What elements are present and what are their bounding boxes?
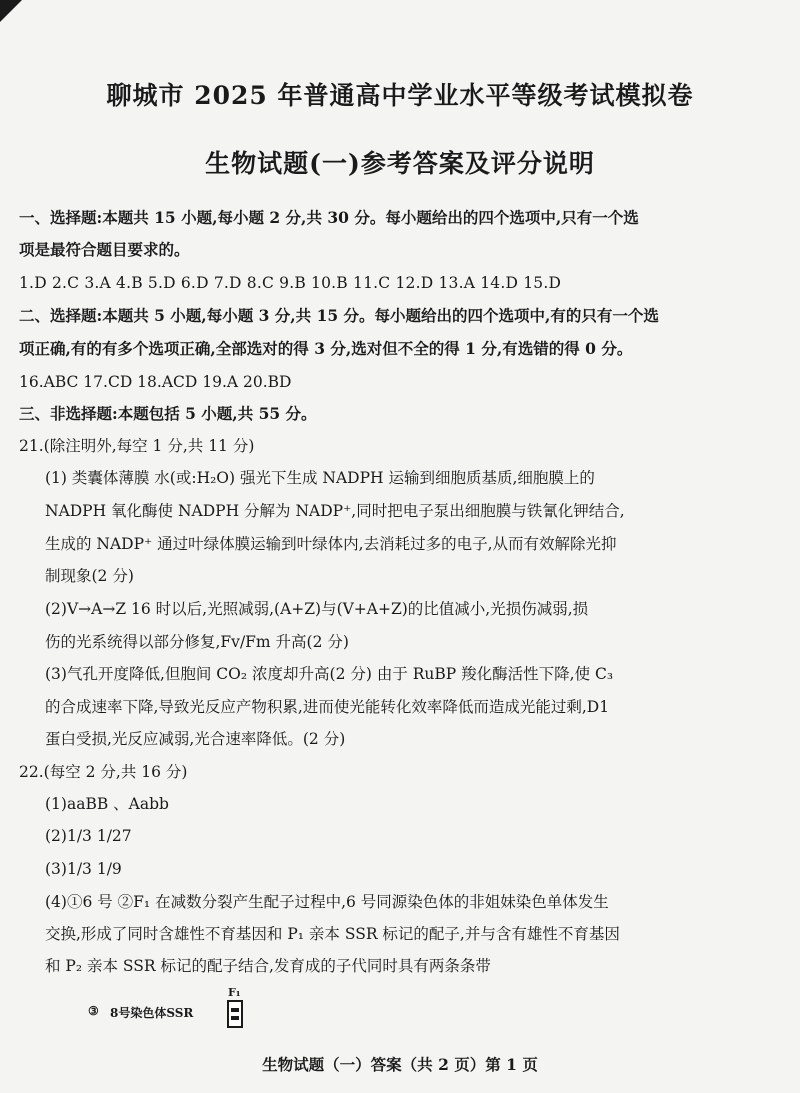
q22-line: 和 P₂ 亲本 SSR 标记的配子结合,发育成的子代同时具有两条条带 [45, 957, 491, 975]
section-1-heading-cont: 项是最符合题目要求的。 [19, 240, 190, 259]
q22-line: (2)1/3 1/27 [45, 827, 132, 845]
q21-line: NADPH 氧化酶使 NADPH 分解为 NADP⁺,同时把电子泵出细胞膜与铁氰化钾结合, [45, 502, 625, 520]
q22-line: 交换,形成了同时含雄性不育基因和 P₁ 亲本 SSR 标记的配子,并与含有雄性不育基因 [45, 925, 620, 943]
gel-band [231, 1016, 239, 1020]
multi-answers: 16.ABC 17.CD 18.ACD 19.A 20.BD [19, 373, 292, 391]
q21-heading: 21.(除注明外,每空 1 分,共 11 分) [19, 437, 255, 455]
q22-line: (3)1/3 1/9 [45, 860, 122, 878]
q22-line: (1)aaBB 、Aabb [45, 795, 169, 813]
mc-answers: 1.D 2.C 3.A 4.B 5.D 6.D 7.D 8.C 9.B 10.B 11.C 12.D 13.A 14.D 15.D [19, 274, 562, 292]
ssr-gel-figure [88, 986, 288, 1036]
q21-line: 的合成速率下降,导致光反应产物积累,进而使光能转化效率降低而造成光能过剩,D1 [45, 698, 610, 716]
q21-line: 蛋白受损,光反应减弱,光合速率降低。(2 分) [45, 730, 346, 748]
q21-line: (1) 类囊体薄膜 水(或:H₂O) 强光下生成 NADPH 运输到细胞质基质,细胞膜上的 [45, 469, 595, 487]
figure-label: 8号染色体SSR [110, 1006, 194, 1020]
section-2-heading-cont: 项正确,有的有多个选项正确,全部选对的得 3 分,选对但不全的得 1 分,有选错的得 0 分。 [19, 339, 633, 358]
section-3-heading: 三、非选择题:本题包括 5 小题,共 55 分。 [19, 404, 317, 423]
gel-column-label: F₁ [228, 986, 241, 999]
q21-line: 制现象(2 分) [45, 567, 134, 585]
q21-line: (3)气孔开度降低,但胞间 CO₂ 浓度却升高(2 分) 由于 RuBP 羧化酶活性下降,使 C₃ [45, 665, 614, 683]
figure-number: ③ [88, 1004, 99, 1018]
section-2-heading: 二、选择题:本题共 5 小题,每小题 3 分,共 15 分。每小题给出的四个选项中,有的只有一个选 [19, 306, 659, 325]
gel-lane [227, 1000, 243, 1028]
gel-band [231, 1008, 239, 1012]
q22-line: (4)①6 号 ②F₁ 在减数分裂产生配子过程中,6 号同源染色体的非姐妹染色单体发生 [45, 893, 609, 911]
q21-line: (2)V→A→Z 16 时以后,光照减弱,(A+Z)与(V+A+Z)的比值减小,光损伤减弱,损 [45, 600, 589, 618]
section-1-heading: 一、选择题:本题共 15 小题,每小题 2 分,共 30 分。每小题给出的四个选项中,只有一个选 [19, 208, 639, 227]
q21-line: 伤的光系统得以部分修复,Fv/Fm 升高(2 分) [45, 633, 349, 651]
q22-heading: 22.(每空 2 分,共 16 分) [19, 763, 188, 781]
answer-key-title: 生物试题(一)参考答案及评分说明 [205, 149, 595, 178]
q21-line: 生成的 NADP⁺ 通过叶绿体膜运输到叶绿体内,去消耗过多的电子,从而有效解除光抑 [45, 535, 617, 553]
exam-title: 聊城市 2025 年普通高中学业水平等级考试模拟卷 [106, 81, 694, 110]
scan-corner [0, 0, 22, 22]
page-footer: 生物试题（一）答案（共 2 页）第 1 页 [262, 1055, 538, 1074]
